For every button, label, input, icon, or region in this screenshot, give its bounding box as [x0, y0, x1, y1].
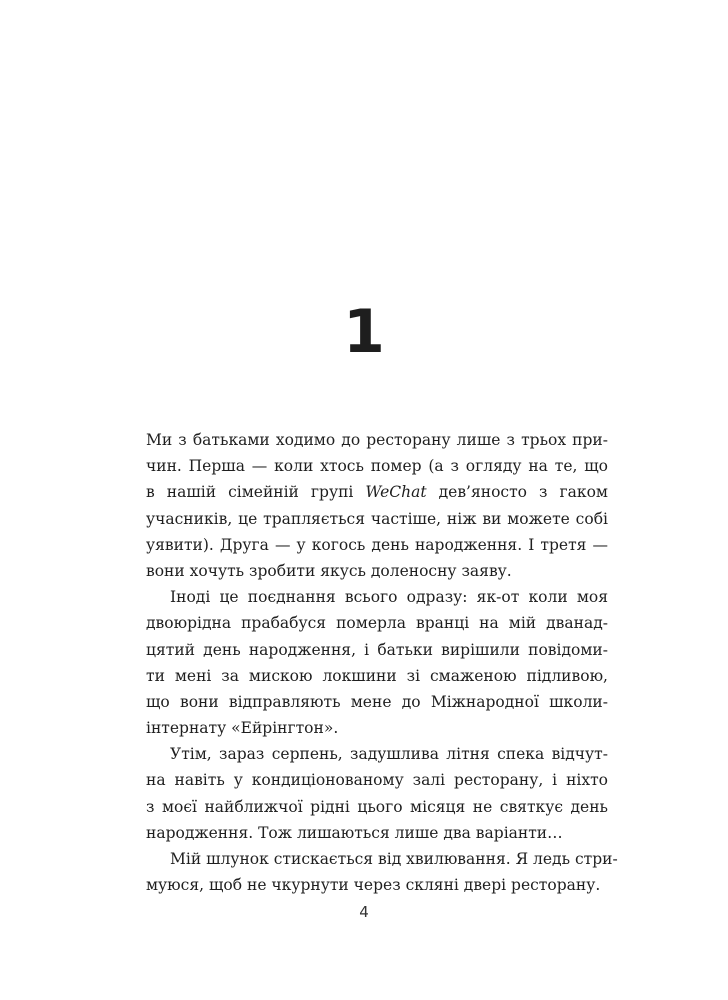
- body-text: [146, 427, 618, 898]
- paragraph-2: [146, 584, 608, 741]
- text-line: муюся, щоб не чкурнути через скляні двері ресторану.: [146, 876, 601, 895]
- text-line-with-italic: в нашій сімейній групі WeChat дев’яносто з гаком: [146, 483, 608, 502]
- chapter-number: 1: [343, 297, 385, 367]
- text-line: Ми з батьками ходимо до ресторану лише з трьох при-: [146, 431, 608, 449]
- italic-term: WeChat: [365, 483, 427, 502]
- text-line: чин. Перша — коли хтось помер (а з огляду на те, що: [146, 457, 608, 476]
- text-line: учасників, це трапляється частіше, ніж ви можете собі: [146, 509, 608, 528]
- text-line: Мій шлунок стискається від хвилювання. Я ледь стри-: [170, 850, 618, 868]
- text-line: вони хочуть зробити якусь доленосну заяву.: [146, 561, 512, 580]
- text-line: уявити). Друга — у когось день народження. І третя —: [146, 535, 608, 554]
- paragraph-1: [146, 427, 608, 584]
- text-line: цятий день народження, і батьки вирішили повідоми-: [146, 640, 608, 659]
- text-line: Утім, зараз серпень, задушлива літня спека відчут-: [170, 745, 608, 764]
- paragraph-3: [146, 741, 608, 846]
- paragraph-4: [146, 846, 618, 898]
- text-line: на навіть у кондиціонованому залі ресторану, і ніхто: [146, 771, 608, 790]
- text-line: двоюрідна прабабуся померла вранці на мій дванад-: [146, 614, 608, 633]
- text-line: Іноді це поєднання всього одразу: як-от коли моя: [170, 588, 608, 607]
- text-line: народження. Тож лишаються лише два варіанти…: [146, 823, 563, 842]
- page-number: 4: [359, 903, 369, 921]
- text-line: ти мені за мискою локшини зі смаженою підливою,: [146, 666, 608, 685]
- text-line: інтернату «Ейрінгтон».: [146, 719, 339, 738]
- text-line: що вони відправляють мене до Міжнародної школи-: [146, 692, 608, 711]
- text-line: з моєї найближчої рідні цього місяця не святкує день: [146, 797, 608, 816]
